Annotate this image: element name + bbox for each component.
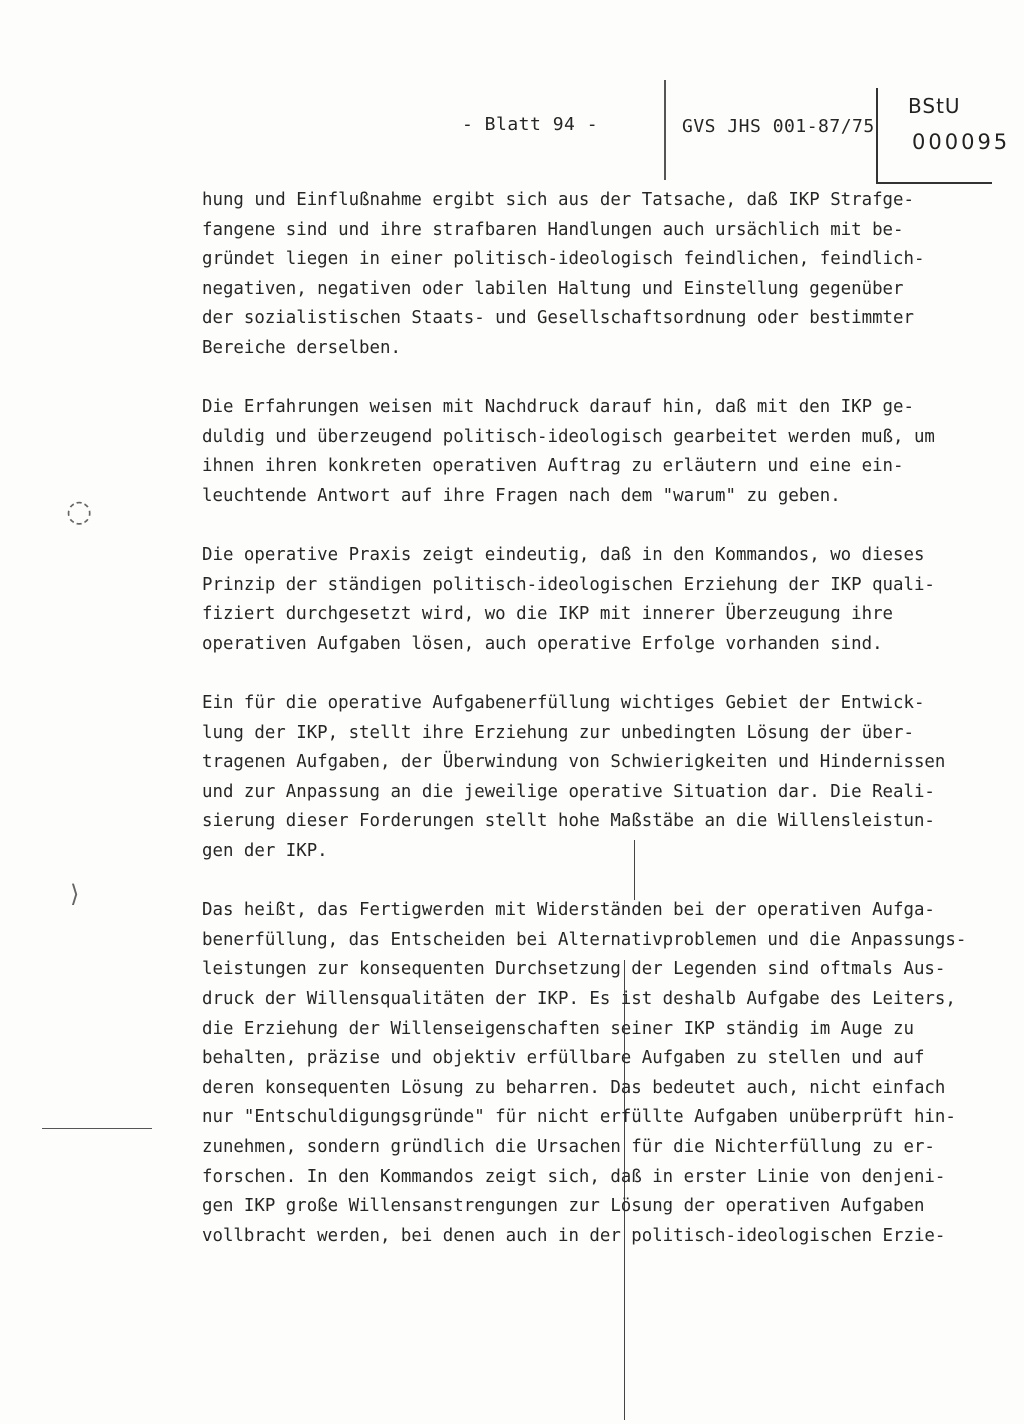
margin-mark: ⟩ xyxy=(70,880,80,908)
text-line: sierung dieser Forderungen stellt hohe Maßstäbe an die Willensleistun- xyxy=(202,811,935,832)
text-line: gründet liegen in einer politisch-ideologisch feindlichen, feindlich- xyxy=(202,249,925,270)
paragraph xyxy=(202,393,992,511)
text-line: vollbracht werden, bei denen auch in der politisch-ideologischen Erzie- xyxy=(202,1225,946,1246)
text-line: tragenen Aufgaben, der Überwindung von Schwierigkeiten und Hindernissen xyxy=(202,752,946,773)
text-line: druck der Willensqualitäten der IKP. Es ist deshalb Aufgabe des Leiters, xyxy=(202,989,956,1010)
text-line: die Erziehung der Willenseigenschaften seiner IKP ständig im Auge zu xyxy=(202,1018,914,1039)
text-line: fiziert durchgesetzt wird, wo die IKP mit innerer Überzeugung ihre xyxy=(202,604,894,625)
text-line: gen IKP große Willensanstrengungen zur Lösung der operativen Aufgaben xyxy=(202,1196,925,1217)
stamp-number: 000095 xyxy=(912,130,1011,154)
text-line: leistungen zur konsequenten Durchsetzung der Legenden sind oftmals Aus- xyxy=(202,959,946,980)
paragraph xyxy=(202,186,992,364)
text-line: der sozialistischen Staats- und Gesellschaftsordnung oder bestimmter xyxy=(202,308,914,329)
paragraph xyxy=(202,689,992,867)
text-line: negativen, negativen oder labilen Haltung und Einstellung gegenüber xyxy=(202,278,904,299)
page-number-label: - Blatt 94 - xyxy=(462,114,599,135)
document-reference: GVS JHS 001-87/75 xyxy=(682,116,875,137)
text-line: duldig und überzeugend politisch-ideologisch gearbeitet werden muß, um xyxy=(202,426,935,447)
header-divider xyxy=(664,80,666,180)
text-line: hung und Einflußnahme ergibt sich aus der Tatsache, daß IKP Strafge- xyxy=(202,190,914,210)
text-line: benerfüllung, das Entscheiden bei Alternativproblemen und die Anpassungs- xyxy=(202,929,967,950)
text-line: behalten, präzise und objektiv erfüllbare Aufgaben zu stellen und auf xyxy=(202,1048,925,1069)
text-line: Ein für die operative Aufgabenerfüllung wichtiges Gebiet der Entwick- xyxy=(202,693,925,714)
text-line: gen der IKP. xyxy=(202,841,328,862)
text-line: Prinzip der ständigen politisch-ideologischen Erziehung der IKP quali- xyxy=(202,574,935,595)
text-line: deren konsequenten Lösung zu beharren. Das bedeutet auch, nicht einfach xyxy=(202,1077,946,1098)
margin-rule xyxy=(42,1128,152,1129)
text-line: operativen Aufgaben lösen, auch operative Erfolge vorhanden sind. xyxy=(202,633,883,654)
text-line: Das heißt, das Fertigwerden mit Widerständen bei der operativen Aufga- xyxy=(202,900,935,921)
paragraph xyxy=(202,896,992,1251)
text-line: leuchtende Antwort auf ihre Fragen nach dem "warum" zu geben. xyxy=(202,485,841,506)
document-body xyxy=(202,186,992,1281)
text-line: nur "Entschuldigungsgründe" für nicht erfüllte Aufgaben unüberprüft hin- xyxy=(202,1107,956,1128)
text-line: Die Erfahrungen weisen mit Nachdruck darauf hin, daß mit den IKP ge- xyxy=(202,397,914,418)
text-line: Bereiche derselben. xyxy=(202,337,401,358)
paragraph xyxy=(202,541,992,659)
text-line: lung der IKP, stellt ihre Erziehung zur unbedingten Lösung der über- xyxy=(202,722,914,743)
text-line: zunehmen, sondern gründlich die Ursachen für die Nichterfüllung zu er- xyxy=(202,1137,935,1157)
punch-hole-mark: ◌ xyxy=(66,494,93,529)
archive-stamp xyxy=(876,88,1011,184)
text-line: fangene sind und ihre strafbaren Handlungen auch ursächlich mit be- xyxy=(202,219,904,240)
text-line: ihnen ihren konkreten operativen Auftrag zu erläutern und eine ein- xyxy=(202,456,904,477)
text-line: forschen. In den Kommandos zeigt sich, daß in erster Linie von denjeni- xyxy=(202,1166,946,1187)
text-line: und zur Anpassung an die jeweilige operative Situation dar. Die Reali- xyxy=(202,781,935,802)
stamp-organization: BStU xyxy=(908,94,961,118)
text-line: Die operative Praxis zeigt eindeutig, daß in den Kommandos, wo dieses xyxy=(202,545,925,566)
